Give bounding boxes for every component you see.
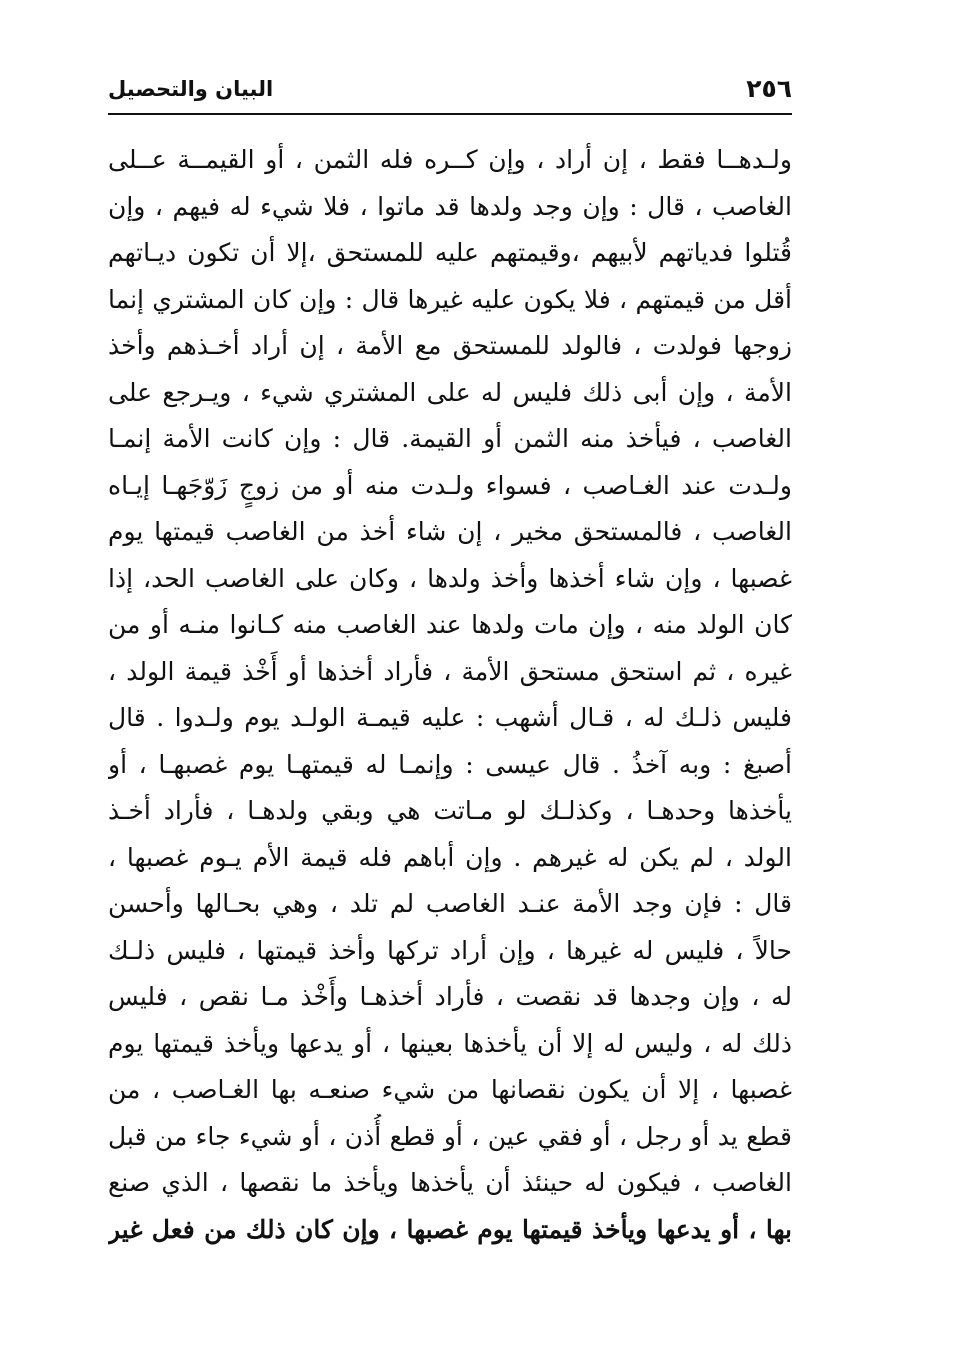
text-line: غصبها ، إلا أن يكون نقصانها من شيء صنعـه بها الغـاصب ، من: [108, 1075, 792, 1104]
text-line: بها ، أو يدعها ويأخذ قيمتها يوم غصبها ، وإن كان ذلك من فعل غير: [108, 1214, 792, 1244]
text-line: قال : فإن وجد الأمة عنـد الغاصب لم تلد ، وهي بحـالها وأحسن: [108, 889, 792, 918]
text-line: الغاصب ، فيكون له حينئذ أن يأخذها ويأخذ ما نقصها ، الذي صنع: [108, 1168, 792, 1197]
text-line: ولـدهــا فقط ، إن أراد ، وإن كــره فله الثمن ، أو القيمــة عــلى: [108, 145, 792, 174]
text-line: زوجها فولدت ، فالولد للمستحق مع الأمة ، إن أراد أخـذهم وأخذ: [108, 331, 792, 360]
text-line: غيره ، ثم استحق مستحق الأمة ، فأراد أخذها أو أَخْذ قيمة الولد ،: [108, 656, 792, 686]
running-title: البيان والتحصيل: [108, 77, 274, 101]
page-header: [108, 68, 792, 108]
text-line: أقل من قيمتهم ، فلا يكون عليه غيرها قال : وإن كان المشتري إنما: [108, 284, 792, 314]
text-line: ذلك له ، وليس له إلا أن يأخذها بعينها ، أو يدعها ويأخذ قيمتها يوم: [108, 1028, 792, 1058]
page-number: ٢٥٦: [746, 74, 792, 103]
text-line: يأخذها وحدهـا ، وكذلـك لو مـاتت هي وبقي ولدهـا ، فأراد أخـذ: [108, 796, 792, 825]
text-line: كان الولد منه ، وإن مات ولدها عند الغاصب منه كـانوا منـه أو من: [108, 610, 792, 639]
text-line: قُتلوا فدياتهم لأبيهم ،وقيمتهم عليه للمستحق ،إلا أن تكون ديـاتهم: [108, 238, 792, 267]
text-line: الغاصب ، قال : وإن وجد ولدها قد ماتوا ، فلا شيء له فيهم ، وإن: [108, 191, 792, 221]
text-line: حالاً ، فليس له غيرها ، وإن أراد تركها وأخذ قيمتها ، فليس ذلـك: [108, 935, 792, 965]
text-line: الولد ، لم يكن له غيرهم . وإن أباهم فله قيمة الأم يـوم غصبها ،: [108, 842, 792, 872]
text-line: الغاصب ، فيأخذ منه الثمن أو القيمة. قال : وإن كانت الأمة إنمـا: [108, 424, 792, 453]
text-line: الغاصب ، فالمستحق مخير ، إن شاء أخذ من الغاصب قيمتها يوم: [108, 517, 792, 546]
text-line: قطع يد أو رجل ، أو فقي عين ، أو قطع أُذن ، أو شيء جاء من قبل: [108, 1121, 792, 1151]
text-line: له ، وإن وجدها قد نقصت ، فأراد أخذهـا وأَخْذ مـا نقص ، فليس: [108, 982, 792, 1011]
text-line: فليس ذلـك له ، قـال أشهب : عليه قيمـة الولـد يوم ولـدوا . قال: [108, 703, 792, 732]
text-line: ولـدت عند الغـاصب ، فسواء ولـدت منه أو من زوجٍ زَوّجَهـا إيـاه: [108, 470, 792, 500]
text-line: أصبغ : وبه آخذُ . قال عيسى : وإنمـا له قيمتهـا يوم غصبهـا ، أو: [108, 749, 792, 779]
text-line: غصبها ، وإن شاء أخذها وأخذ ولدها ، وكان على الغاصب الحد، إذا: [108, 563, 792, 593]
body-text: [108, 137, 792, 1253]
header-rule: [108, 113, 792, 115]
text-line: الأمة ، وإن أبى ذلك فليس له على المشتري شيء ، ويـرجع على: [108, 377, 792, 407]
